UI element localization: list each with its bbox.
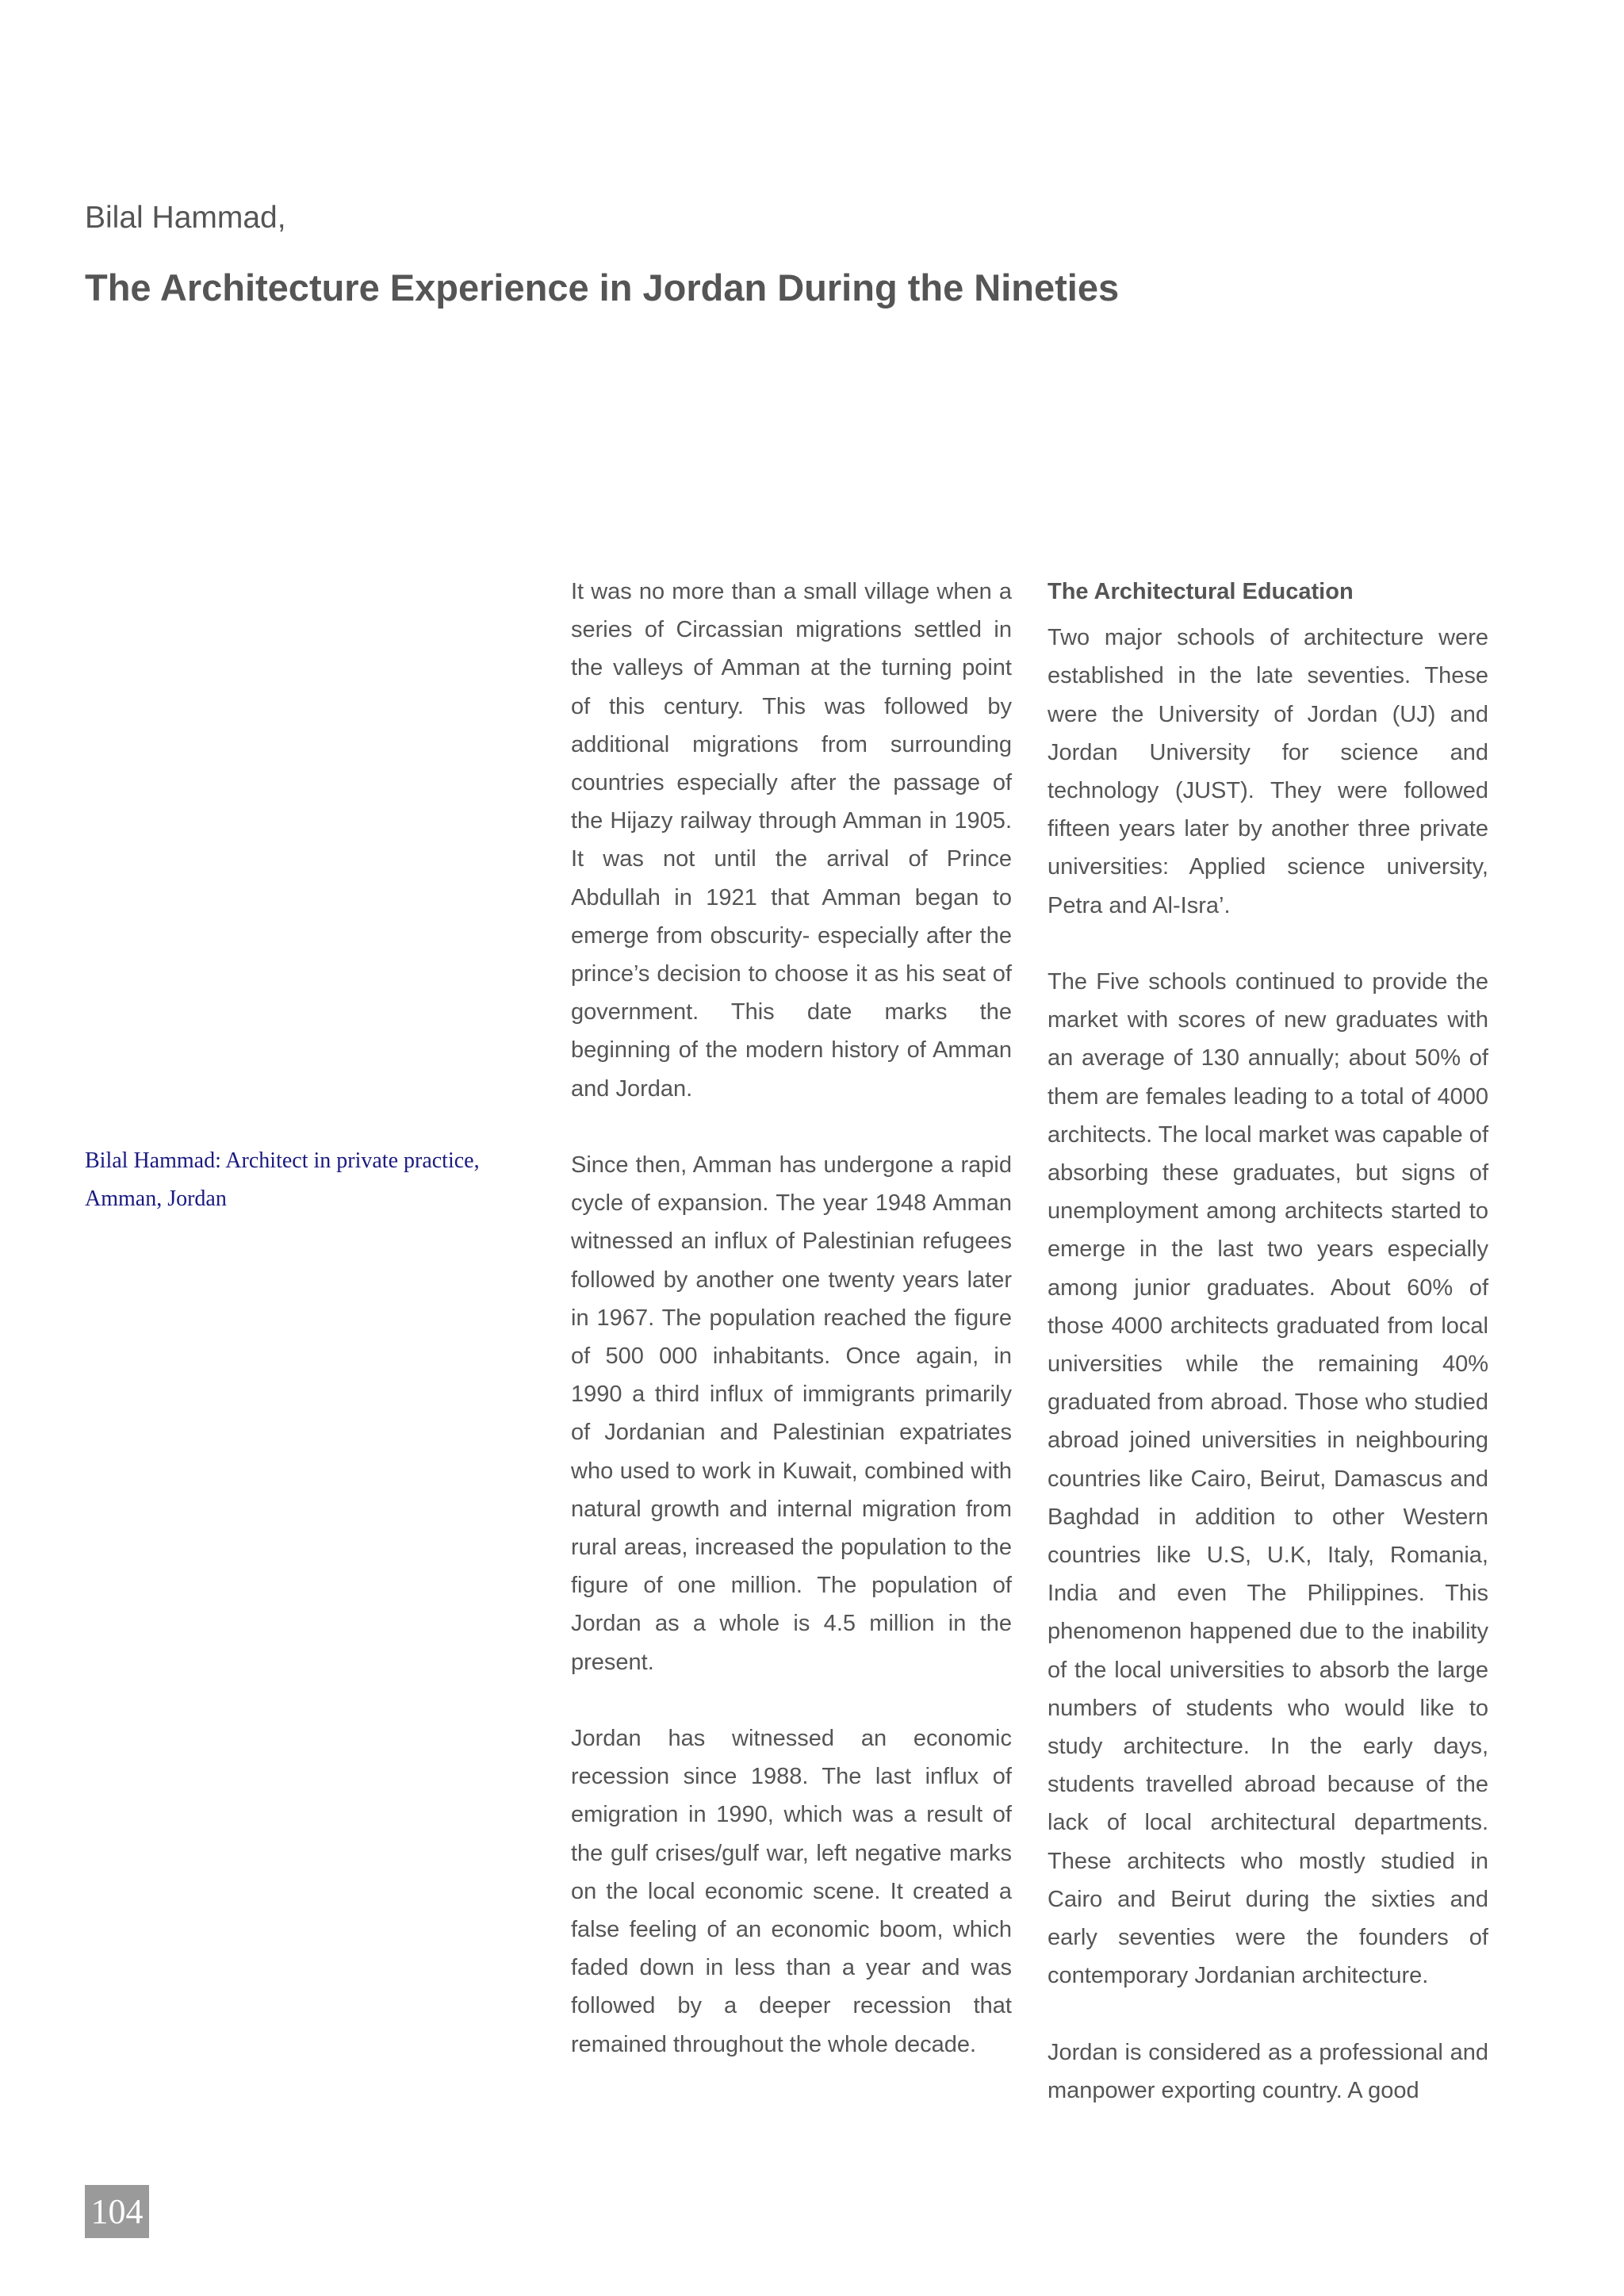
page-number: 104 — [85, 2185, 149, 2238]
author-name: Bilal Hammad, — [85, 201, 286, 235]
author-sidenote — [85, 1142, 529, 1218]
paragraph: Since then, Amman has undergone a rapid cycle of expansion. The year 1948 Amman witnessed an influx of Palestinian refugees followed by another one twenty years later in 1967. The population reached the figure of 500 000 inhabitants. Once again, in 1990 a third influx of immigrants primarily of Jordanian and Palestinian expatriates who used to work in Kuwait, combined with natural growth and internal migration from rural areas, increased the population to the figure of one million. The population of Jordan as a whole is 4.5 million in the present. — [571, 1152, 1012, 1675]
paragraph: The Five schools continued to provide the market with scores of new graduates with an average of 130 annually; about 50% of them are females leading to a total of 4000 architects. The local market was capable of absorbing these graduates, but signs of unemployment among architects started to emerge in the last two years especially among junior graduates. About 60% of those 4000 architects graduated from local universities while the remaining 40% graduated from abroad. Those who studied abroad joined universities in neighbouring countries like Cairo, Beirut, Damascus and Baghdad in addition to other Western countries like U.S, U.K, Italy, Romania, India and even The Philippines. This phenomenon happened due to the inability of the local universities to absorb the large numbers of students who would like to study architecture. In the early days, students travelled abroad because of the lack of local architectural departments. These architects who mostly studied in Cairo and Beirut during the sixties and early seventies were the founders of contemporary Jordanian architecture. — [1048, 969, 1488, 1989]
paragraph: Jordan has witnessed an economic recession since 1988. The last influx of emigration in 1990, which was a result of the gulf crises/gulf war, left negative marks on the local economic scene. It created a false feeling of an economic boom, which faded down in less than a year and was followed by a deeper recession that remained throughout the whole decade. — [571, 1726, 1012, 2057]
sidenote-line-1: Bilal Hammad: Architect in private practice, — [85, 1148, 480, 1173]
article-title: The Architecture Experience in Jordan During the Nineties — [85, 266, 1120, 309]
sidenote-line-2: Amman, Jordan — [85, 1186, 227, 1211]
text-column-middle — [571, 573, 1012, 2102]
text-column-right — [1048, 573, 1488, 2148]
paragraph: Two major schools of architecture were established in the late seventies. These were the University of Jordan (UJ) and Jordan University for science and technology (JUST). They were followed fifteen years later by another three private universities: Applied science university, Petra and Al-Isra’. — [1048, 625, 1488, 918]
paragraph: It was no more than a small village when a series of Circassian migrations settled in the valleys of Amman at the turning point of this century. This was followed by additional migrations from surrounding countries especially after the passage of the Hijazy railway through Amman in 1905. It was not until the arrival of Prince Abdullah in 1921 that Amman began to emerge from obscurity- especially after the prince’s decision to choose it as his seat of government. This date marks the beginning of the modern history of Amman and Jordan. — [571, 579, 1012, 1102]
section-heading: The Architectural Education — [1048, 579, 1354, 604]
paragraph: Jordan is considered as a professional and manpower exporting country. A good — [1048, 2039, 1488, 2103]
